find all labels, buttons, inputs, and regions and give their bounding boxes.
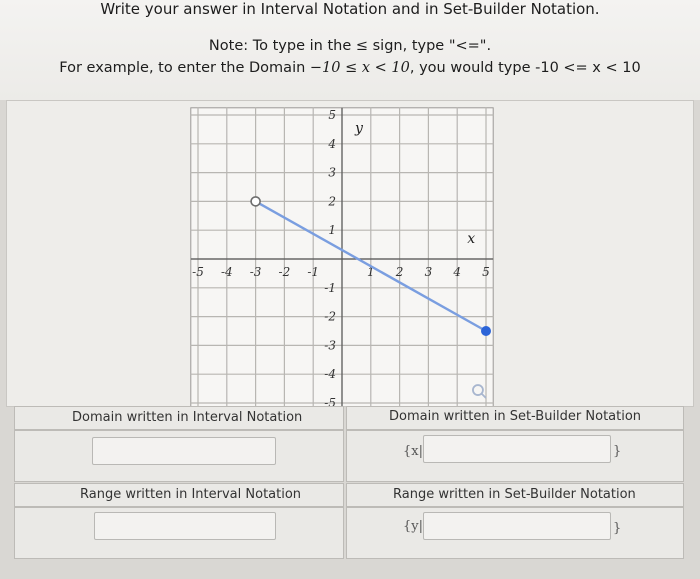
example-suffix: , you would type -10 <= x < 10 <box>409 60 641 76</box>
example-math: −10 ≤ x < 10 <box>309 60 410 76</box>
x-tick-label: -5 <box>192 265 204 279</box>
x-tick-label: 2 <box>395 265 404 279</box>
note-prefix: Note: To type in the <box>208 38 352 54</box>
domain-interval-input[interactable] <box>92 437 276 465</box>
range-prefix: {y| <box>403 519 423 534</box>
domain-prefix: {x| <box>403 444 423 459</box>
y-tick-label: -3 <box>324 338 336 353</box>
range-setbuilder-label-cell <box>346 483 684 507</box>
example-text <box>0 60 700 76</box>
domain-setbuilder-input-cell <box>346 430 684 482</box>
domain-setbuilder-label-cell <box>346 406 684 430</box>
closed-endpoint <box>481 326 491 336</box>
domain-interval-label-cell <box>14 406 344 430</box>
x-tick-label: -2 <box>278 265 291 279</box>
x-tick-label: -3 <box>249 265 262 279</box>
x-tick-label: 4 <box>453 265 462 279</box>
note-text <box>0 38 700 54</box>
x-tick-label: -4 <box>220 265 233 279</box>
range-setbuilder-input[interactable] <box>423 512 611 540</box>
y-tick-label: 2 <box>328 194 336 209</box>
y-tick-label: 4 <box>328 136 336 151</box>
domain-setbuilder-label: Domain written in Set-Builder Notation <box>389 409 642 424</box>
range-close-brace: } <box>613 521 622 536</box>
y-tick-label: -5 <box>324 396 336 406</box>
x-axis-label: x <box>467 231 476 248</box>
y-tick-label: 1 <box>328 223 336 238</box>
y-tick-label: 3 <box>328 165 336 180</box>
domain-interval-input-cell <box>14 430 344 482</box>
range-interval-label-cell <box>14 483 344 507</box>
note-symbol: ≤ <box>355 38 369 54</box>
note-suffix: sign, type "<=". <box>372 38 492 54</box>
domain-interval-label: Domain written in Interval Notation <box>72 410 303 425</box>
range-interval-label: Range written in Interval Notation <box>80 487 302 502</box>
y-tick-label: -4 <box>324 367 336 382</box>
domain-close-brace: } <box>613 444 622 459</box>
x-tick-label: 5 <box>482 265 490 279</box>
y-tick-label: -1 <box>324 280 336 295</box>
x-tick-label: 3 <box>424 265 433 279</box>
x-tick-label: -1 <box>307 265 320 279</box>
range-interval-input[interactable] <box>94 512 276 540</box>
example-prefix: For example, to enter the Domain <box>59 60 306 76</box>
y-tick-label: 5 <box>328 108 336 122</box>
graph-panel <box>6 100 694 407</box>
instruction-text: Write your answer in Interval Notation and in Set-Builder Notation. <box>100 0 600 18</box>
x-tick-label: 1 <box>366 265 375 279</box>
open-endpoint <box>251 197 260 206</box>
instructions-header <box>0 0 700 100</box>
y-tick-label: -2 <box>324 309 336 324</box>
domain-setbuilder-input[interactable] <box>423 435 611 463</box>
range-setbuilder-label: Range written in Set-Builder Notation <box>393 487 636 502</box>
coordinate-graph[interactable] <box>7 101 693 406</box>
y-axis-label: y <box>355 120 363 137</box>
range-interval-input-cell <box>14 507 344 559</box>
range-setbuilder-input-cell <box>346 507 684 559</box>
